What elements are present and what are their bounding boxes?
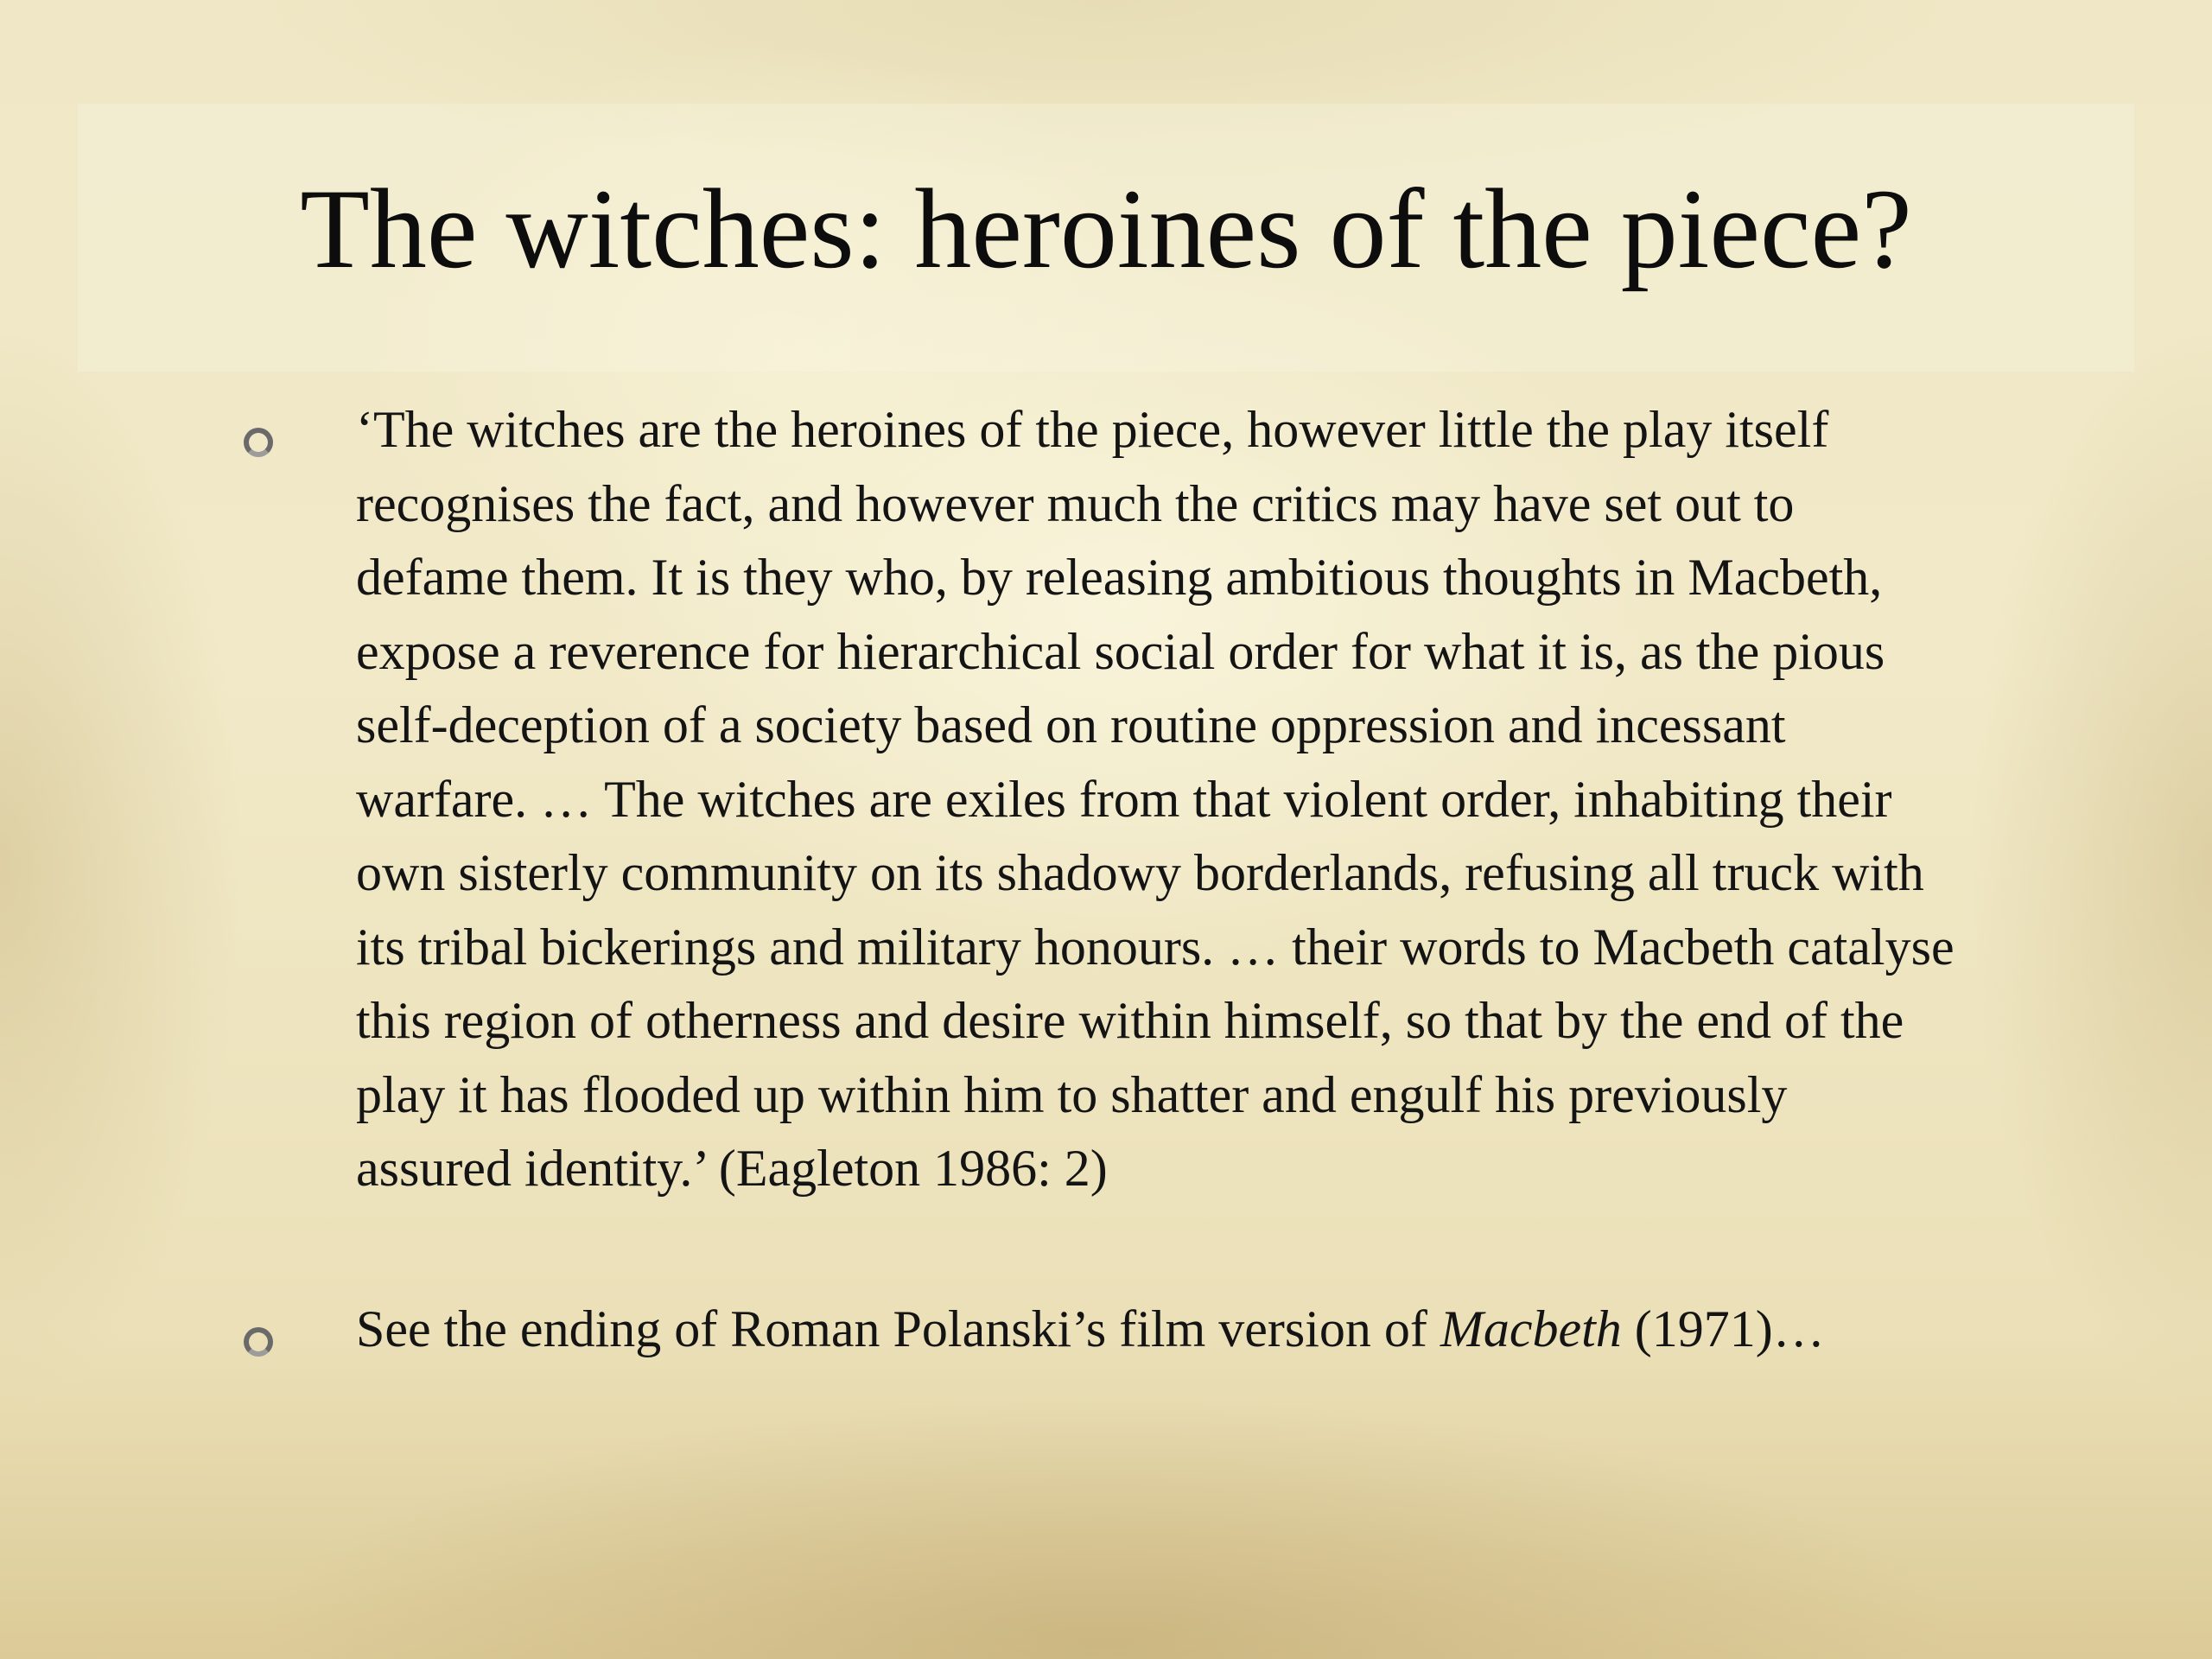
bullet-list bbox=[0, 393, 2212, 1366]
slide-title: The witches: heroines of the piece? bbox=[300, 165, 1912, 292]
bullet-item-polanski bbox=[0, 1293, 2212, 1367]
bullet-text: ‘The witches are the heroines of the piece, however little the play itself recognises the fact, and however much the critics may have set out to defame them. It is they who, by releasing ambitious thoughts in Macbeth, expose a reverence for hierarchical social order for what it is, as the pious self-deception of a society based on routine oppression and incessant warfare. … The witches are exiles from that violent order, inhabiting their own sisterly community on its shadowy borderlands, refusing all truck with its tribal bickerings and military honours. … their words to Macbeth catalyse this region of otherness and desire within himself, so that by the end of the play it has flooded up within him to shatter and engulf his previously assured identity.’ (Eagleton 1986: 2) bbox=[356, 401, 1955, 1197]
bullet-text-after: (1971)… bbox=[1621, 1300, 1825, 1357]
hollow-circle-icon bbox=[244, 428, 273, 457]
bullet-text bbox=[356, 1293, 1955, 1367]
hollow-circle-icon bbox=[244, 1327, 273, 1357]
bullet-text-before: See the ending of Roman Polanski’s film version of bbox=[356, 1300, 1440, 1357]
bullet-item-quote bbox=[0, 393, 2212, 1206]
film-title: Macbeth bbox=[1440, 1300, 1622, 1357]
